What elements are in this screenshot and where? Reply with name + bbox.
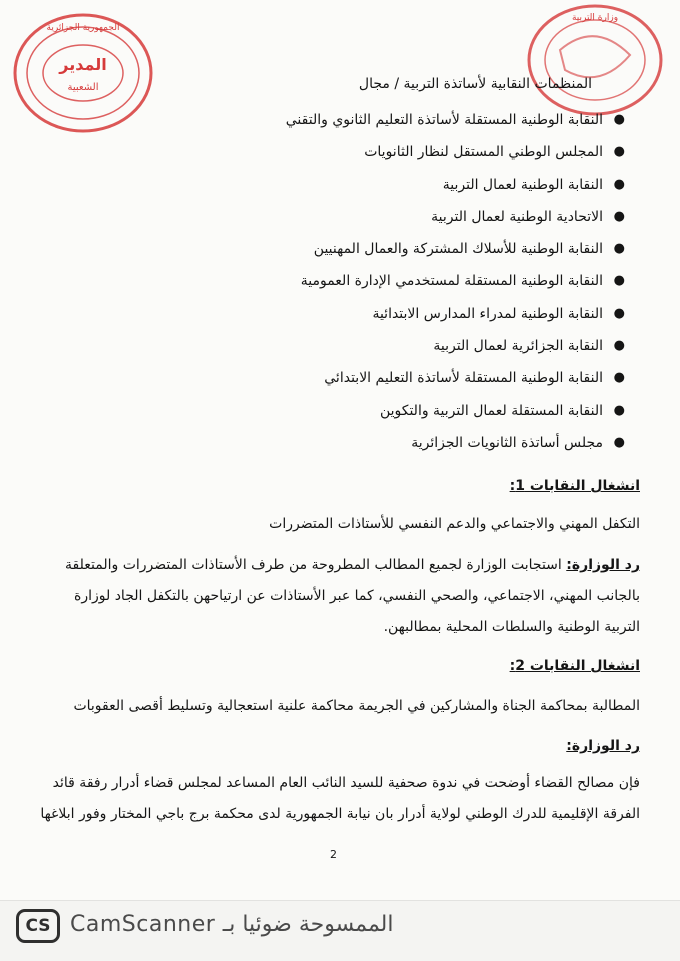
camscanner-footer [0,900,680,961]
concern2-title: انشغال النقابات 2: [509,658,640,674]
list-item: ● النقابة الجزائرية لعمال التربية [65,330,625,362]
concern2-response-label: رد الوزارة: [566,738,640,754]
page-number: 2 [330,848,337,861]
list-item: ● النقابة الوطنية المستقلة لأساتذة التعليم الابتدائي [65,362,625,394]
bullet-icon: ● [613,144,625,160]
stamp-right-line1: وزارة التربية [571,13,619,23]
bullet-icon: ● [613,176,625,192]
list-item: ● النقابة الوطنية لعمال التربية [65,169,625,201]
bullet-icon: ● [613,402,625,418]
document-header: المنظمات النقابية لأساتذة التربية / مجال [358,76,592,92]
camscanner-logo-icon: CS [16,909,60,943]
concern1-response-text: استجابت الوزارة لجميع المطالب المطروحة من طرف الأستاذات المتضررات والمتعلقة بالجانب المهني، الاجتماعي، والصحي النفسي، كما عبر الأستاذات عن ارتياحهن بالتكفل الجاد لوزارة التربية الوطنية والسلطات المحلية بمطالبهن. [65,557,640,635]
concern1-response [40,550,640,643]
concern1-response-label: رد الوزارة: [566,557,640,573]
list-item: ● النقابة الوطنية لمدراء المدارس الابتدائية [65,298,625,330]
stamp-left-line3: الشعبية [67,82,99,93]
list-item: ● النقابة الوطنية المستقلة لمستخدمي الإدارة العمومية [65,265,625,297]
concern2-text: المطالبة بمحاكمة الجناة والمشاركين في الجريمة محاكمة علنية استعجالية وتسليط أقصى العقوبات [73,698,640,714]
bullet-icon: ● [613,241,625,257]
list-item: ● الاتحادية الوطنية لعمال التربية [65,201,625,233]
list-item: ● النقابة الوطنية المستقلة لأساتذة التعليم الثانوي والتقني [65,104,625,136]
concern1-text: التكفل المهني والاجتماعي والدعم النفسي للأستاذات المتضررات [269,516,640,532]
list-item: ● المجلس الوطني المستقل لنظار الثانويات [65,136,625,168]
bullet-icon: ● [613,273,625,289]
list-item: ● النقابة المستقلة لعمال التربية والتكوين [65,395,625,427]
bullet-icon: ● [613,208,625,224]
bullet-icon: ● [613,338,625,354]
organizations-list [65,104,625,459]
stamp-left-line2: المدير [59,55,107,74]
stamp-left-line1: الجمهورية الجزائرية [46,23,120,33]
bullet-icon: ● [613,370,625,386]
bullet-icon: ● [613,434,625,450]
concern2-response-text: فإن مصالح القضاء أوضحت في ندوة صحفية للسيد النائب العام المساعد لمجلس قضاء أدرار رفقة قائد الفرقة الإقليمية للدرك الوطني لولاية أدرار بان نيابة الجمهورية لدى محكمة برج باجي المختار وفور ابلاغها [40,775,640,822]
camscanner-text: CamScanner الممسوحة ضوئيا بـ [70,912,394,937]
bullet-icon: ● [613,305,625,321]
concern1-title: انشغال النقابات 1: [509,478,640,494]
bullet-icon: ● [613,112,625,127]
list-item: ● النقابة الوطنية للأسلاك المشتركة والعمال المهنيين [65,233,625,265]
official-stamp-right [520,0,670,120]
list-item: ● مجلس أساتذة الثانويات الجزائرية [65,427,625,459]
